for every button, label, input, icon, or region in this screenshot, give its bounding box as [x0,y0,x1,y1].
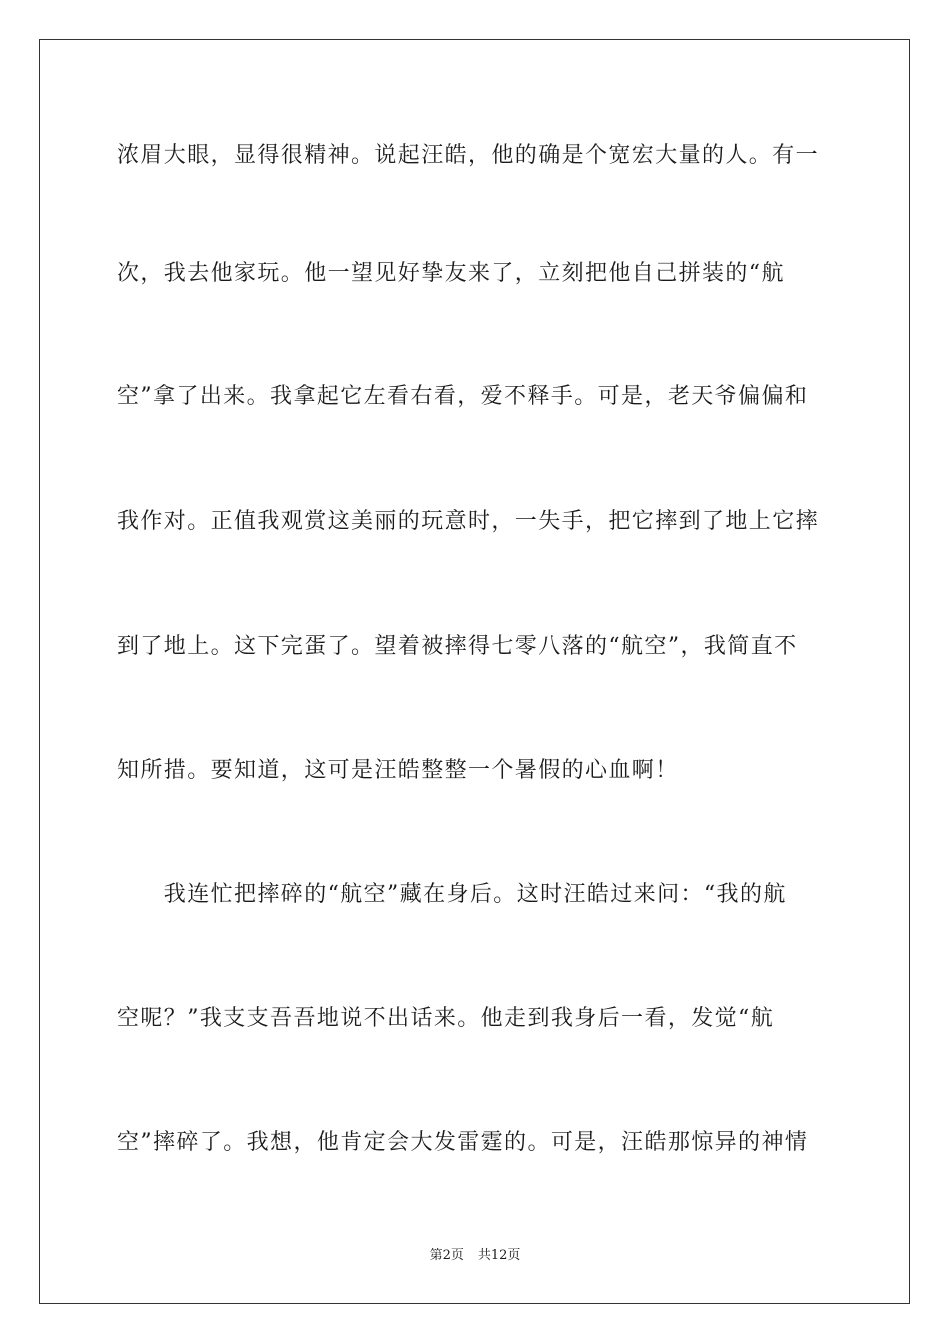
text-line: 次，我去他家玩。他一望见好挚友来了，立刻把他自己拼装的“航 [117,261,785,286]
text-line: 空呢？”我支支吾吾地说不出话来。他走到我身后一看，发觉“航 [117,1006,775,1031]
page-border [39,39,910,1304]
text-line: 浓眉大眼，显得很精神。说起汪皓，他的确是个宽宏大量的人。有一 [117,143,820,168]
page-footer [0,1247,950,1265]
text-line: 空”拿了出来。我拿起它左看右看，爱不释手。可是，老天爷偏偏和 [117,384,809,409]
page-number: 第2页 [429,1248,464,1263]
text-line: 我连忙把摔碎的“航空”藏在身后。这时汪皓过来问：“我的航 [117,882,787,907]
text-line: 空”摔碎了。我想，他肯定会大发雷霆的。可是，汪皓那惊异的神情 [117,1130,809,1155]
text-line: 我作对。正值我观赏这美丽的玩意时，一失手，把它摔到了地上它摔 [117,509,820,534]
text-line: 知所措。要知道，这可是汪皓整整一个暑假的心血啊！ [117,758,679,783]
text-line: 到了地上。这下完蛋了。望着被摔得七零八落的“航空”，我简直不 [117,634,798,659]
page-total: 共12页 [477,1248,521,1263]
